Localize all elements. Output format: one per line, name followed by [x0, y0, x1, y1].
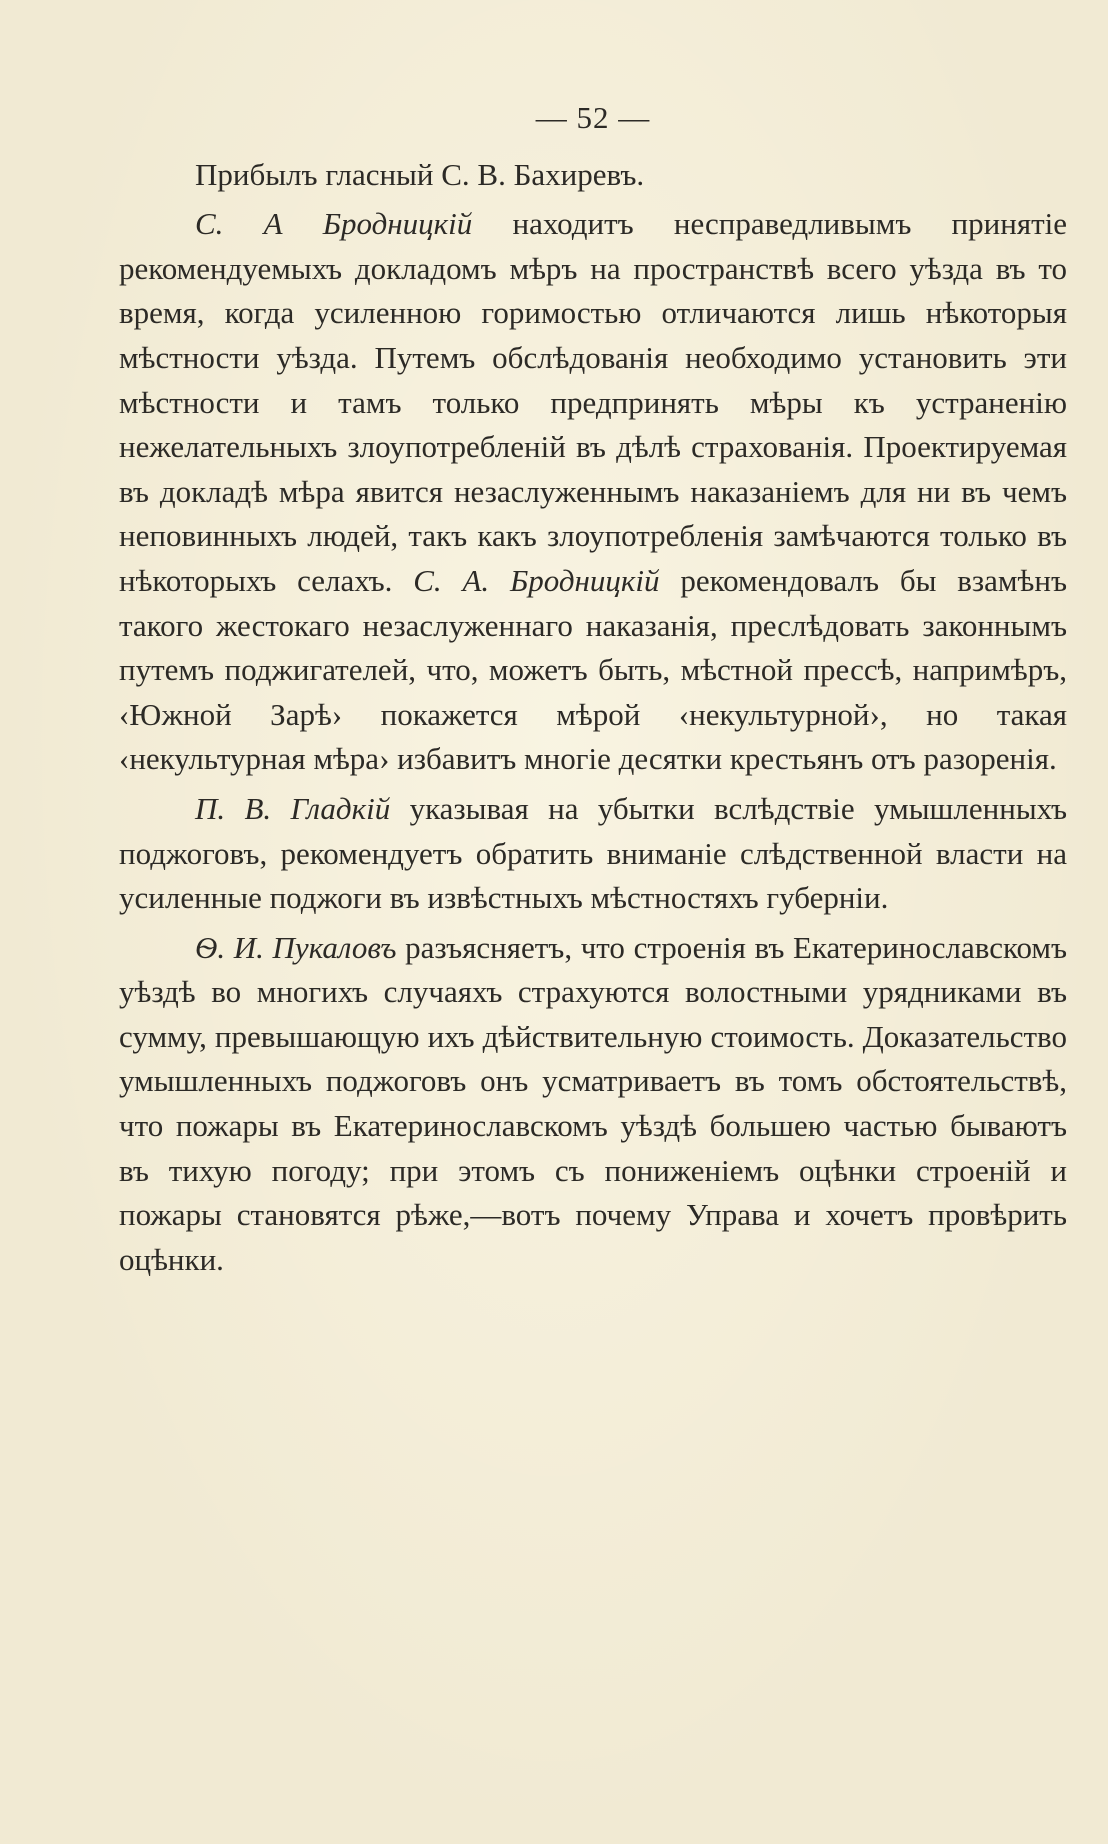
speaker-name: С. А. Бродницкій [413, 562, 660, 598]
paragraph-pukalov [119, 926, 1067, 1283]
paragraph-text: разъясняетъ, что строенія въ Екатеринославскомъ уѣздѣ во многихъ случаяхъ страхуются волостными урядниками въ сумму, превышающую ихъ дѣйствительную стоимость. Доказательство умышленныхъ поджоговъ онъ усматриваетъ въ томъ обстоятельствѣ, что пожары въ Екатеринославскомъ уѣздѣ большею частью бываютъ въ тихую погоду; при этомъ съ пониженіемъ оцѣнки строеній и пожары становятся рѣже,—вотъ почему Управа и хочетъ провѣрить оцѣнки. [119, 929, 1068, 1277]
paragraph-text: указывая на убытки вслѣдствіе умышленныхъ поджоговъ, рекомендуетъ обратить вниманіе слѣдственной власти на усиленные поджоги въ извѣстныхъ мѣстностяхъ губерніи. [119, 790, 1068, 916]
paragraph-text: рекомендовалъ бы взамѣнъ такого жестокаго незаслуженнаго наказанія, преслѣдовать законнымъ путемъ поджигателей, что, можетъ быть, мѣстной прессѣ, напримѣръ, ‹Южной Зарѣ› покажется мѣрой ‹некультурной›, но такая ‹некультурная мѣра› избавитъ многіе десятки крестьянъ отъ разоренія. [119, 562, 1067, 777]
speaker-name: С. А Бродницкій [195, 206, 473, 242]
paragraph-gladky [119, 787, 1067, 921]
page-body [119, 96, 1067, 1287]
speaker-name: П. В. Гладкій [195, 790, 391, 826]
paragraph-arrival [119, 153, 1067, 198]
paragraph-text: находитъ несправедливымъ принятіе рекомендуемыхъ докладомъ мѣръ на пространствѣ всего уѣзда въ то время, когда усиленною горимостью отличаются лишь нѣкоторыя мѣстности уѣзда. Путемъ обслѣдованія необходимо установить эти мѣстности и тамъ только предпринять мѣры къ устраненію нежелательныхъ злоупотребленій въ дѣлѣ страхованія. Проектируемая въ докладѣ мѣра явится незаслуженнымъ наказаніемъ для ни въ чемъ неповинныхъ людей, такъ какъ злоупотребленія замѣчаются только въ нѣкоторыхъ селахъ. [119, 206, 1067, 598]
paragraph-brodnitsky [119, 202, 1067, 782]
paragraph-text: Прибылъ гласный С. В. Бахиревъ. [195, 156, 645, 192]
speaker-name: Ѳ. И. Пукаловъ [195, 929, 397, 965]
page-number: — 52 — [535, 100, 651, 135]
